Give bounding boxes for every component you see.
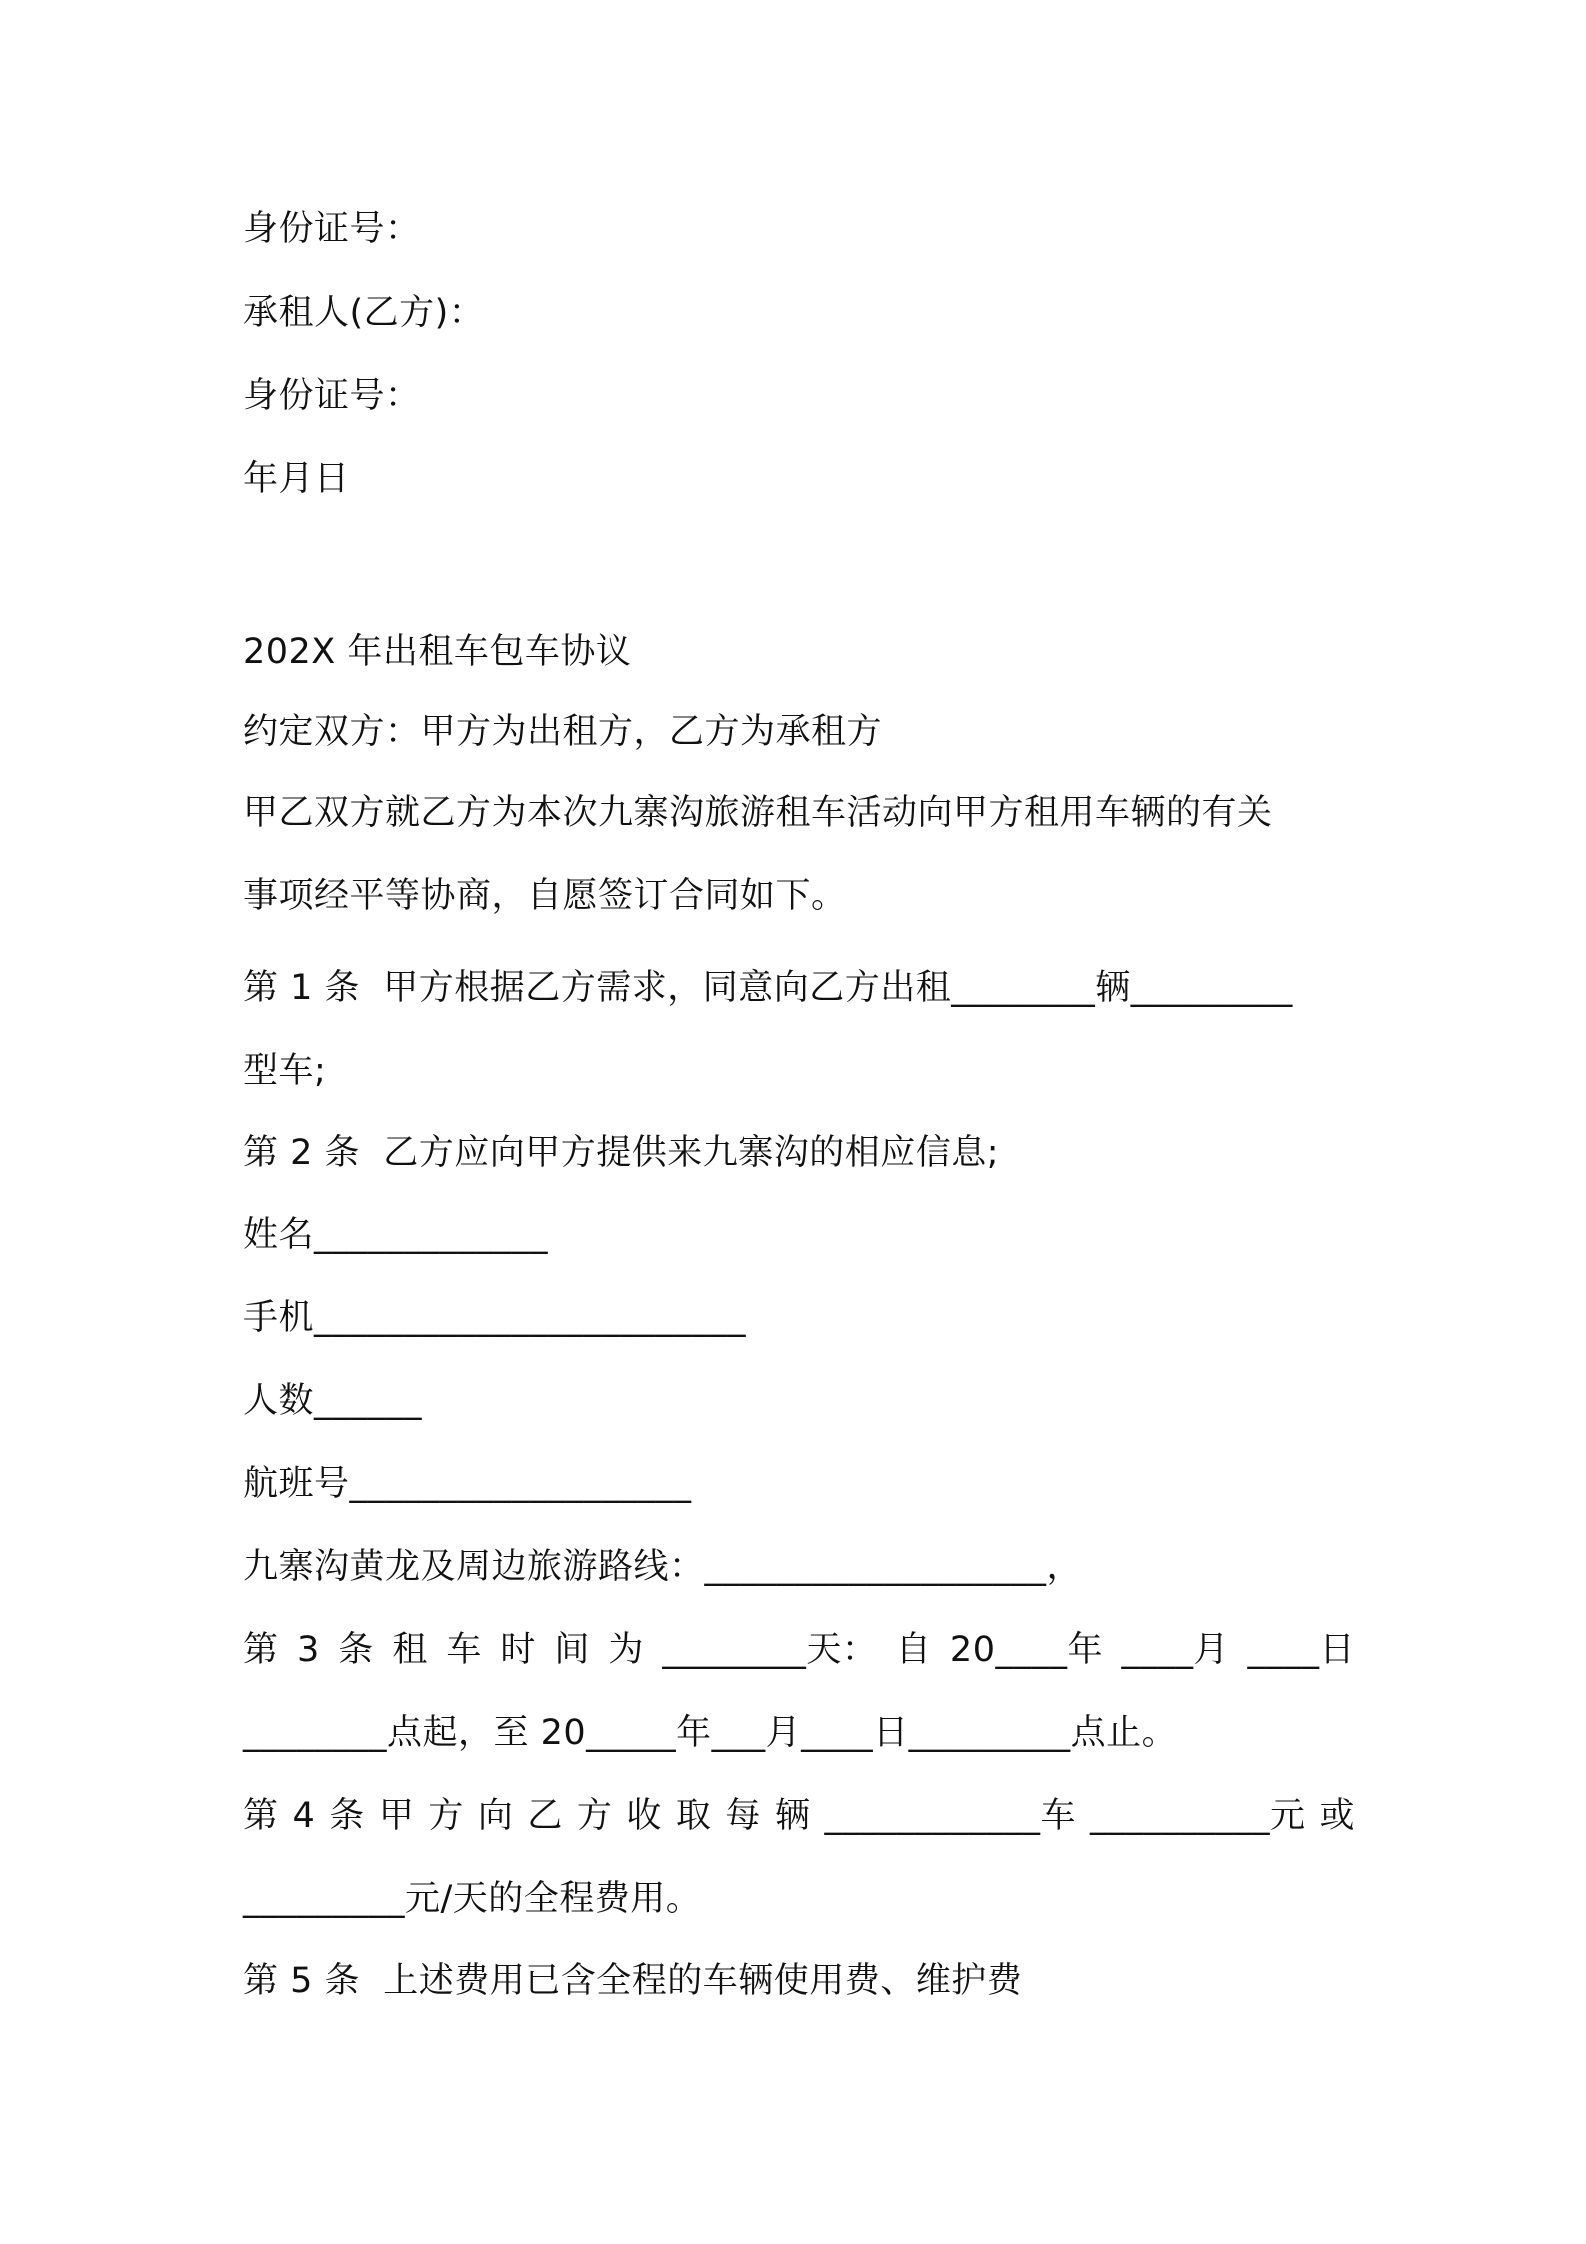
article-4-line-2: _________元/天的全程费用。	[243, 1879, 702, 1919]
intro-line-1: 甲乙双方就乙方为本次九寨沟旅游租车活动向甲方租用车辆的有关	[243, 793, 1273, 833]
date-label: 年月日	[243, 459, 350, 499]
field-flight-number: 航班号___________________	[243, 1464, 692, 1504]
field-phone: 手机________________________	[243, 1298, 747, 1338]
parties-statement: 约定双方：甲方为出租方，乙方为承租方	[243, 712, 883, 752]
field-travel-route: 九寨沟黄龙及周边旅游路线：___________________，	[243, 1547, 1083, 1587]
article-4-line-1: 第 4 条 甲 方 向 乙 方 收 取 每 辆 ____________车 __________元 或	[243, 1796, 1355, 1836]
article-1-line-2: 型车;	[243, 1051, 327, 1091]
article-3-line-2: ________点起，至 20_____年___月____日_________点止。	[243, 1713, 1178, 1753]
article-5: 第 5 条 上述费用已含全程的车辆使用费、维护费	[243, 1961, 1023, 2001]
lessee-label: 承租人(乙方)：	[243, 293, 485, 333]
field-headcount: 人数______	[243, 1381, 423, 1421]
article-3-line-1: 第 3 条 租 车 时 间 为 ________天： 自 20____年 ____月 ____日	[243, 1630, 1355, 1670]
lessee-id-label: 身份证号：	[243, 376, 421, 416]
lessor-id-label: 身份证号：	[243, 209, 421, 249]
field-name: 姓名_____________	[243, 1215, 549, 1255]
article-1-line-1: 第 1 条 甲方根据乙方需求，同意向乙方出租________辆_________	[243, 968, 1293, 1008]
agreement-title: 202X 年出租车包车协议	[243, 632, 632, 672]
article-2: 第 2 条 乙方应向甲方提供来九寨沟的相应信息;	[243, 1133, 1000, 1173]
intro-line-2: 事项经平等协商，自愿签订合同如下。	[243, 876, 847, 916]
